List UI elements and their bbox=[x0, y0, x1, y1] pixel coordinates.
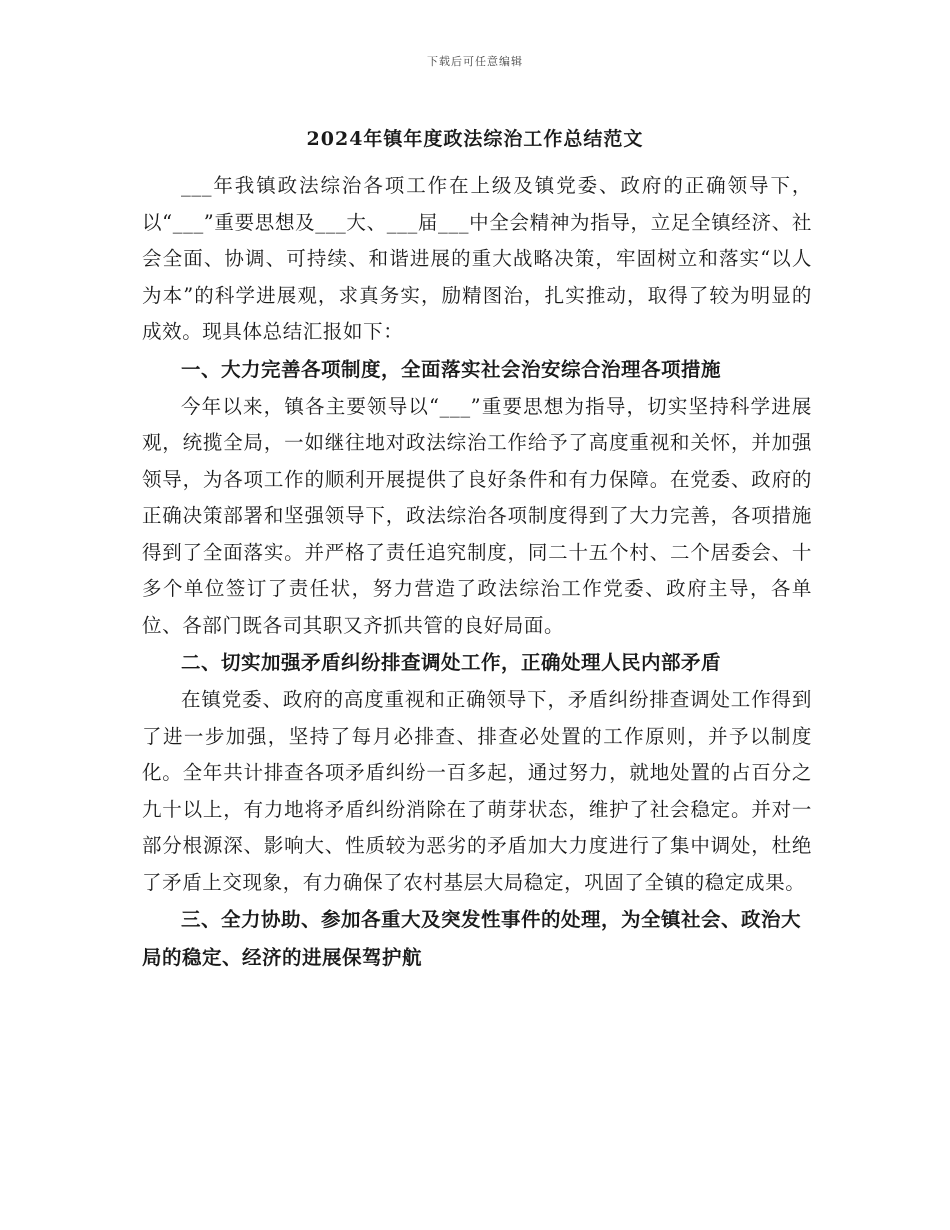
section-paragraph-1: 今年以来，镇各主要领导以“___”重要思想为指导，切实坚持科学进展观，统揽全局，一如继往地对政法综治工作给予了高度重视和关怀，并加强领导，为各项工作的顺利开展提供了良好条件和有力保障。在党委、政府的正确决策部署和坚强领导下，政法综治各项制度得到了大力完善，各项措施得到了全面落实。并严格了责任追究制度，同二十五个村、二个居委会、十多个单位签订了责任状，努力营造了政法综治工作党委、政府主导，各单位、各部门既各司其职又齐抓共管的良好局面。 bbox=[142, 394, 812, 637]
section-heading-2: 二、切实加强矛盾纠纷排查调处工作，正确处理人民内部矛盾 bbox=[181, 651, 722, 674]
section-paragraph-2: 在镇党委、政府的高度重视和正确领导下，矛盾纠纷排查调处工作得到了进一步加强，坚持了每月必排查、排查必处置的工作原则，并予以制度化。全年共计排查各项矛盾纠纷一百多起，通过努力，就地处置的占百分之九十以上，有力地将矛盾纠纷消除在了萌芽状态，维护了社会稳定。并对一部分根源深、影响大、性质较为恶劣的矛盾加大力度进行了集中调处，杜绝了矛盾上交现象，有力确保了农村基层大局稳定，巩固了全镇的稳定成果。 bbox=[142, 688, 812, 894]
section-heading-3: 三、全力协助、参加各重大及突发性事件的处理，为全镇社会、政治大局的稳定、经济的进展保驾护航 bbox=[142, 908, 802, 969]
section-heading-1: 一、大力完善各项制度，全面落实社会治安综合治理各项措施 bbox=[181, 357, 722, 381]
header-note: 下载后可任意编辑 bbox=[427, 55, 523, 68]
document-title: 2024年镇年度政法综治工作总结范文 bbox=[306, 128, 644, 150]
intro-paragraph: ___年我镇政法综治各项工作在上级及镇党委、政府的正确领导下，以“___”重要思想及___大、___届___中全会精神为指导，立足全镇经济、社会全面、协调、可持续、和谐进展的重大战略决策，牢固树立和落实“以人为本”的科学进展观，求真务实，励精图治，扎实推动，取得了较为明显的成效。现具体总结汇报如下： bbox=[142, 174, 812, 343]
document-body bbox=[142, 168, 812, 977]
